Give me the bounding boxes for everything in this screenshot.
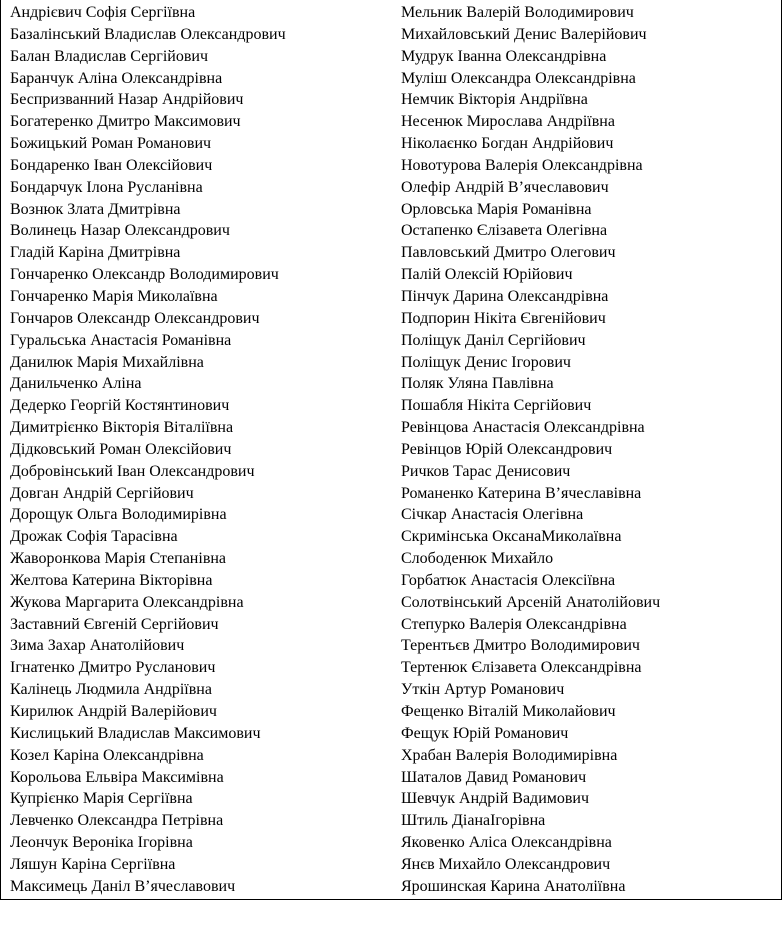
student-name-row: Максимець Даніл В’ячеславович [10,877,236,895]
student-name-row: Вознюк Злата Дмитрівна [10,200,181,218]
student-name-row: Димитрієнко Вікторія Віталіївна [10,419,234,437]
student-name-row: Козел Каріна Олександрівна [10,746,204,764]
student-name-row: Жукова Маргарита Олександрівна [10,593,244,611]
student-name-row: Яковенко Аліса Олександрівна [401,834,612,852]
student-name-row: Поліщук Денис Ігорович [401,353,571,371]
student-name-row: Базалінський Владислав Олександрович [10,25,286,43]
student-name-row: Корольова Ельвіра Максимівна [10,768,224,786]
student-name-row: Довган Андрій Сергійович [10,484,194,502]
student-name-row: Шаталов Давид Романович [401,768,587,786]
student-name-row: Ніколаєнко Богдан Андрійович [401,135,614,153]
student-name-row: Новотурова Валерія Олександрівна [401,156,643,174]
student-name-row: Уткін Артур Романович [401,681,565,699]
student-name-row: Поляк Уляна Павлівна [401,375,554,393]
student-name-row: Скримінська ОксанаМиколаївна [401,528,622,546]
student-name-row: Божицький Роман Романович [10,135,212,153]
student-name-row: Калінець Людмила Андріївна [10,681,212,699]
student-name-row: Гладій Каріна Дмитрівна [10,244,181,262]
student-name-row: Муліш Олександра Олександрівна [401,69,636,87]
student-name-row: Беспризванний Назар Андрійович [10,91,244,109]
student-name-row: Купрієнко Марія Сергіївна [10,790,193,808]
student-name-row: Ревінцов Юрій Олександрович [401,440,613,458]
student-name-row: Солотвінський Арсеній Анатолійович [401,593,661,611]
student-name-row: Балан Владислав Сергійович [10,47,208,65]
student-name-row: Пошабля Нікіта Сергійович [401,397,592,415]
student-name-row: Бондарчук Ілона Русланівна [10,178,203,196]
student-name-row: Подпорин Нікіта Євгенійович [401,309,606,327]
student-name-row: Волинець Назар Олександрович [10,222,230,240]
student-name-row: Бондаренко Іван Олексійович [10,156,213,174]
student-name-row: Леончук Вероніка Ігорівна [10,834,193,852]
student-name-row: Дідковський Роман Олексійович [10,440,232,458]
student-name-row: Андрієвич Софія Сергіївна [10,4,196,21]
student-name-row: Павловський Дмитро Олегович [401,244,616,262]
student-name-row: Несенюк Мирослава Андріївна [401,113,615,131]
student-name-row: Палій Олексій Юрійович [401,266,573,284]
student-name-row: Зима Захар Анатолійович [10,637,185,655]
student-name-row: Остапенко Єлізавета Олегівна [401,222,608,240]
student-name-row: Романенко Катерина В’ячеславівна [401,484,642,502]
student-name-row: Желтова Катерина Вікторівна [10,571,213,589]
student-name-row: Янєв Михайло Олександрович [401,855,611,873]
student-name-row: Мельник Валерій Володимирович [401,4,634,21]
student-name-row: Жаворонкова Марія Степанівна [10,550,227,568]
student-name-row: Слободенюк Михайло [401,550,554,568]
student-name-row: Терентьєв Дмитро Володимирович [401,637,640,655]
student-name-row: Богатеренко Дмитро Максимович [10,113,241,131]
student-name-row: Штиль ДіанаІгорівна [401,812,546,830]
student-name-row: Заставний Євгеній Сергійович [10,615,219,633]
student-name-row: Ляшун Каріна Сергіївна [10,855,176,873]
student-name-row: Січкар Анастасія Олегівна [401,506,584,524]
student-name-row: Ярошинская Карина Анатоліївна [401,877,626,895]
student-name-row: Гуральська Анастасія Романівна [10,331,232,349]
student-name-row: Данилюк Марія Михайлівна [10,353,204,371]
student-name-row: Немчик Вікторія Андріївна [401,91,588,109]
student-name-row: Левченко Олександра Петрівна [10,812,224,830]
student-name-row: Данильченко Аліна [10,375,142,393]
student-name-row: Гончаренко Марія Миколаївна [10,287,218,305]
student-name-row: Добровінський Іван Олександрович [10,462,255,480]
student-name-row: Горбатюк Анастасія Олексіївна [401,571,616,589]
student-name-row: Фещук Юрій Романович [401,724,569,742]
student-name-row: Фещенко Віталій Миколайович [401,703,616,720]
student-name-row: Кислицький Владислав Максимович [10,724,261,742]
student-name-row: Гончаренко Олександр Володимирович [10,266,279,284]
student-name-row: Степурко Валерія Олександрівна [401,615,627,633]
student-name-row: Дедерко Георгій Костянтинович [10,397,230,415]
right-name-column [401,2,660,898]
student-name-row: Шевчук Андрій Вадимович [401,790,590,808]
student-name-row: Олефір Андрій В’ячеславович [401,178,609,196]
student-name-row: Ігнатенко Дмитро Русланович [10,659,216,677]
left-name-column [10,2,286,898]
student-name-row: Орловська Марія Романівна [401,200,592,218]
student-name-row: Ричков Тарас Денисович [401,462,571,480]
student-name-row: Дорощук Ольга Володимирівна [10,506,227,524]
student-name-row: Поліщук Даніл Сергійович [401,331,586,349]
student-name-row: Дрожак Софія Тарасівна [10,528,178,546]
student-name-row: Кирилюк Андрій Валерійович [10,703,217,720]
student-name-row: Тертенюк Єлізавета Олександрівна [401,659,642,677]
student-name-row: Баранчук Аліна Олександрівна [10,69,223,87]
student-name-row: Пінчук Дарина Олександрівна [401,287,609,305]
student-name-row: Ревінцова Анастасія Олександрівна [401,419,645,437]
student-name-row: Михайловський Денис Валерійович [401,25,647,43]
student-name-row: Гончаров Олександр Олександрович [10,309,260,327]
student-name-row: Храбан Валерія Володимирівна [401,746,618,764]
student-name-row: Мудрук Іванна Олександрівна [401,47,607,65]
